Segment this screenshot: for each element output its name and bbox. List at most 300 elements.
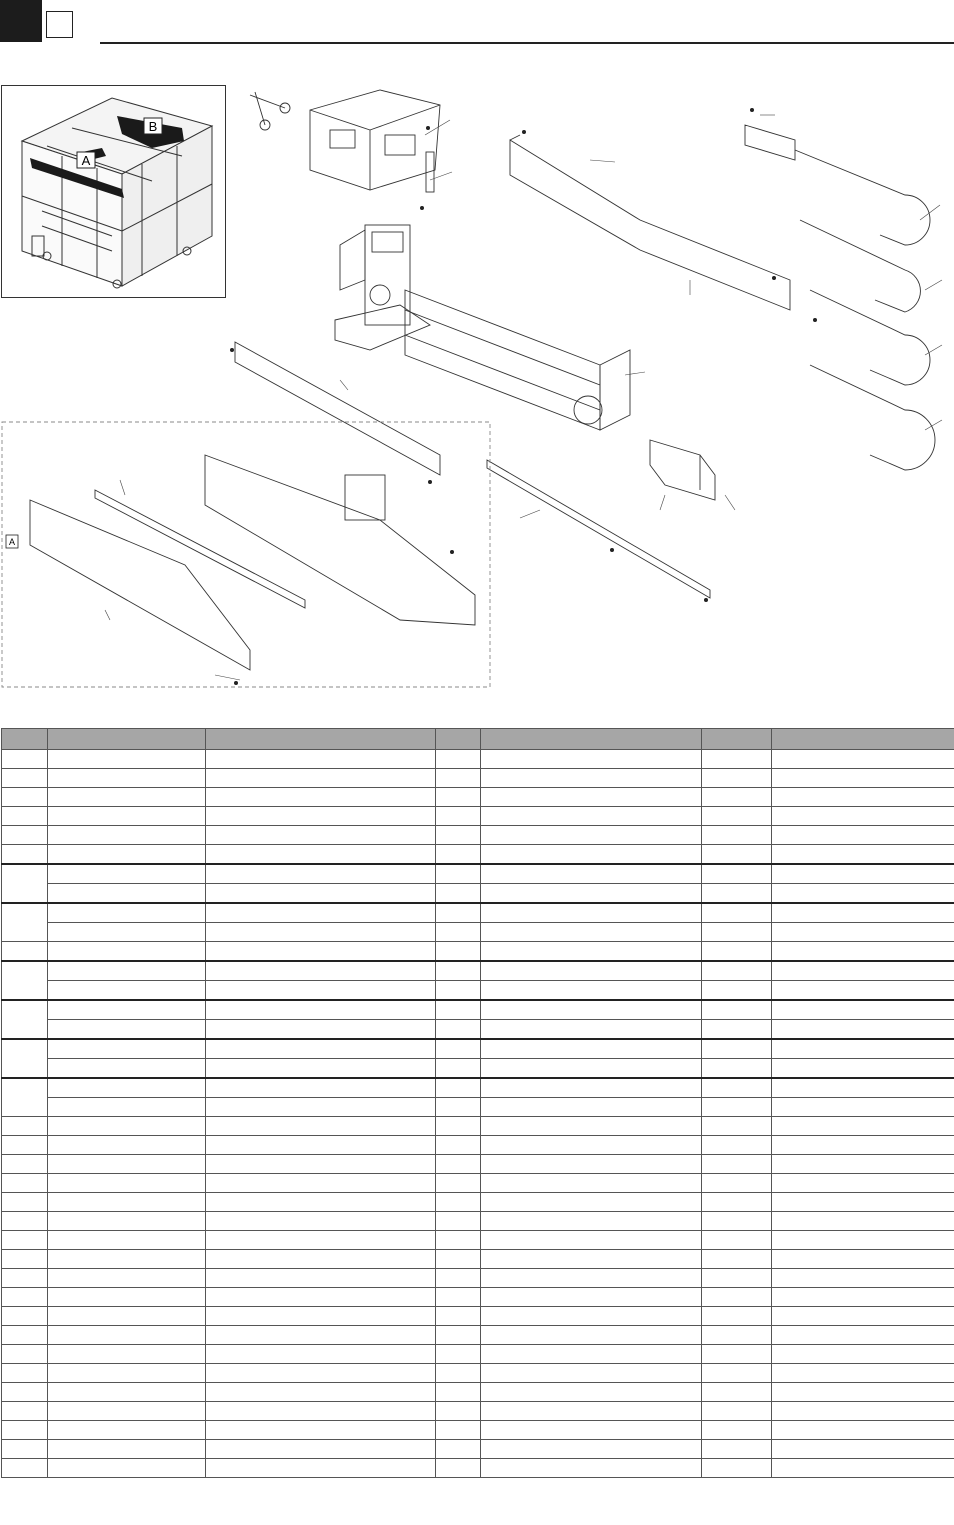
header-cell <box>2 729 48 750</box>
table-cell <box>48 1155 206 1174</box>
table-cell <box>481 1078 702 1098</box>
table-cell <box>48 845 206 865</box>
table-cell <box>481 1000 702 1020</box>
table-cell <box>206 750 436 769</box>
table-cell <box>481 1174 702 1193</box>
table-cell <box>2 1383 48 1402</box>
table-cell <box>772 1136 954 1155</box>
table-cell <box>481 1307 702 1326</box>
table-cell <box>481 1459 702 1478</box>
exploded-view-drawing <box>0 80 954 695</box>
section-marker-box <box>46 11 73 38</box>
table-cell <box>48 1345 206 1364</box>
table-cell <box>2 750 48 769</box>
table-cell <box>2 826 48 845</box>
table-cell <box>206 1326 436 1345</box>
table-cell <box>436 981 481 1001</box>
table-cell <box>2 769 48 788</box>
parts-list-table <box>1 728 954 1478</box>
table-cell <box>702 1039 772 1059</box>
table-cell <box>702 1059 772 1079</box>
table-cell <box>48 788 206 807</box>
parts-table-body <box>2 750 954 1478</box>
table-row <box>2 1098 954 1117</box>
parts-table-header-row <box>2 729 954 750</box>
table-cell <box>436 942 481 962</box>
table-cell <box>48 1269 206 1288</box>
table-row <box>2 942 954 962</box>
table-cell <box>772 923 954 942</box>
table-cell <box>206 1098 436 1117</box>
header-cell <box>48 729 206 750</box>
table-cell <box>481 1345 702 1364</box>
table-cell <box>481 923 702 942</box>
table-cell <box>702 1193 772 1212</box>
table-cell <box>48 903 206 923</box>
table-cell <box>48 1059 206 1079</box>
table-cell <box>772 942 954 962</box>
table-cell <box>772 1117 954 1136</box>
table-cell <box>481 1098 702 1117</box>
table-row <box>2 1307 954 1326</box>
table-cell <box>772 1098 954 1117</box>
table-cell <box>481 903 702 923</box>
table-row <box>2 1250 954 1269</box>
table-cell <box>48 1174 206 1193</box>
table-cell <box>702 1288 772 1307</box>
table-row <box>2 1117 954 1136</box>
table-cell <box>772 1440 954 1459</box>
motor-part <box>650 440 715 500</box>
table-cell <box>481 1059 702 1079</box>
svg-text:A: A <box>81 153 91 168</box>
table-cell <box>436 1288 481 1307</box>
table-cell <box>702 1459 772 1478</box>
table-row <box>2 788 954 807</box>
table-row <box>2 1000 954 1020</box>
table-cell <box>702 981 772 1001</box>
table-cell <box>481 1440 702 1459</box>
table-cell <box>48 1288 206 1307</box>
table-cell <box>2 1117 48 1136</box>
table-cell <box>48 1421 206 1440</box>
table-cell <box>481 1193 702 1212</box>
table-cell <box>206 942 436 962</box>
table-cell <box>2 1136 48 1155</box>
table-cell <box>436 807 481 826</box>
table-row <box>2 1269 954 1288</box>
table-cell <box>481 788 702 807</box>
table-cell <box>206 923 436 942</box>
table-row <box>2 1440 954 1459</box>
table-row <box>2 1459 954 1478</box>
table-cell <box>772 807 954 826</box>
table-cell <box>772 769 954 788</box>
table-cell <box>48 1020 206 1040</box>
table-cell <box>436 884 481 904</box>
table-row <box>2 750 954 769</box>
table-cell <box>436 1307 481 1326</box>
header-cell <box>702 729 772 750</box>
table-cell <box>436 923 481 942</box>
table-cell <box>48 769 206 788</box>
table-cell <box>481 769 702 788</box>
table-cell <box>436 1020 481 1040</box>
table-cell <box>48 807 206 826</box>
table-cell <box>702 1402 772 1421</box>
table-cell <box>436 1098 481 1117</box>
table-row <box>2 1288 954 1307</box>
table-cell <box>2 1364 48 1383</box>
table-cell <box>206 981 436 1001</box>
table-cell <box>48 1326 206 1345</box>
table-cell <box>481 1020 702 1040</box>
table-cell <box>436 1078 481 1098</box>
table-cell <box>48 1098 206 1117</box>
table-cell <box>206 864 436 884</box>
table-cell <box>206 1212 436 1231</box>
table-cell <box>2 1250 48 1269</box>
table-row <box>2 1155 954 1174</box>
table-cell <box>2 1039 48 1078</box>
table-cell <box>206 1039 436 1059</box>
table-cell <box>702 1421 772 1440</box>
table-cell <box>481 1155 702 1174</box>
table-row <box>2 1421 954 1440</box>
table-cell <box>436 1250 481 1269</box>
table-cell <box>772 845 954 865</box>
table-row <box>2 903 954 923</box>
table-cell <box>206 1250 436 1269</box>
header-cell <box>772 729 954 750</box>
table-cell <box>436 1364 481 1383</box>
table-row <box>2 845 954 865</box>
table-cell <box>436 1155 481 1174</box>
table-row <box>2 1136 954 1155</box>
table-cell <box>772 788 954 807</box>
table-cell <box>2 845 48 865</box>
table-cell <box>206 788 436 807</box>
table-cell <box>48 1117 206 1136</box>
table-cell <box>436 1117 481 1136</box>
header-cell <box>436 729 481 750</box>
table-cell <box>481 845 702 865</box>
table-cell <box>772 1402 954 1421</box>
table-cell <box>481 1364 702 1383</box>
table-cell <box>772 1364 954 1383</box>
table-cell <box>772 1345 954 1364</box>
table-cell <box>772 1307 954 1326</box>
cable-carrier-part <box>795 150 935 470</box>
table-cell <box>702 1098 772 1117</box>
table-cell <box>772 1193 954 1212</box>
svg-text:A: A <box>8 537 16 547</box>
table-row <box>2 1326 954 1345</box>
table-cell <box>702 1212 772 1231</box>
table-cell <box>436 1231 481 1250</box>
table-cell <box>436 903 481 923</box>
table-cell <box>2 1326 48 1345</box>
table-cell <box>702 1307 772 1326</box>
table-row <box>2 1383 954 1402</box>
table-cell <box>436 1193 481 1212</box>
table-cell <box>206 1440 436 1459</box>
table-cell <box>206 1136 436 1155</box>
table-cell <box>206 884 436 904</box>
table-cell <box>2 1000 48 1039</box>
table-cell <box>206 1193 436 1212</box>
table-cell <box>48 1402 206 1421</box>
table-cell <box>206 1117 436 1136</box>
table-cell <box>2 1421 48 1440</box>
table-cell <box>772 1250 954 1269</box>
table-row <box>2 923 954 942</box>
table-cell <box>206 1020 436 1040</box>
table-cell <box>481 884 702 904</box>
table-cell <box>48 1440 206 1459</box>
table-cell <box>702 769 772 788</box>
table-cell <box>48 1364 206 1383</box>
table-cell <box>436 1402 481 1421</box>
table-cell <box>436 750 481 769</box>
table-cell <box>772 1000 954 1020</box>
table-cell <box>436 864 481 884</box>
table-cell <box>481 1212 702 1231</box>
table-cell <box>481 1231 702 1250</box>
table-cell <box>436 961 481 981</box>
table-cell <box>702 1345 772 1364</box>
table-cell <box>2 1307 48 1326</box>
table-cell <box>206 903 436 923</box>
table-cell <box>48 1231 206 1250</box>
table-cell <box>2 942 48 962</box>
table-cell <box>702 826 772 845</box>
table-cell <box>481 961 702 981</box>
table-row <box>2 826 954 845</box>
table-row <box>2 1059 954 1079</box>
table-cell <box>206 1269 436 1288</box>
table-cell <box>481 1402 702 1421</box>
table-cell <box>436 1174 481 1193</box>
table-cell <box>206 1307 436 1326</box>
table-cell <box>772 981 954 1001</box>
table-cell <box>436 1326 481 1345</box>
table-cell <box>772 1212 954 1231</box>
table-cell <box>702 942 772 962</box>
svg-text:B: B <box>148 119 158 134</box>
table-cell <box>702 1383 772 1402</box>
table-cell <box>481 1250 702 1269</box>
table-cell <box>436 1269 481 1288</box>
table-cell <box>772 1383 954 1402</box>
header-cell <box>481 729 702 750</box>
table-cell <box>2 1402 48 1421</box>
table-cell <box>436 1459 481 1478</box>
table-cell <box>48 1136 206 1155</box>
table-cell <box>481 1117 702 1136</box>
table-cell <box>2 1155 48 1174</box>
table-cell <box>702 1000 772 1020</box>
table-cell <box>772 1155 954 1174</box>
table-cell <box>48 1212 206 1231</box>
table-cell <box>48 923 206 942</box>
table-cell <box>772 884 954 904</box>
table-cell <box>2 1288 48 1307</box>
table-cell <box>206 1174 436 1193</box>
table-cell <box>702 1231 772 1250</box>
table-cell <box>481 1136 702 1155</box>
table-cell <box>772 1078 954 1098</box>
table-cell <box>206 1155 436 1174</box>
table-row <box>2 1039 954 1059</box>
table-row <box>2 864 954 884</box>
table-cell <box>481 1421 702 1440</box>
table-cell <box>48 961 206 981</box>
table-cell <box>2 961 48 1000</box>
table-cell <box>702 864 772 884</box>
table-cell <box>48 864 206 884</box>
table-row <box>2 807 954 826</box>
table-cell <box>772 1421 954 1440</box>
table-cell <box>48 884 206 904</box>
table-cell <box>2 807 48 826</box>
table-cell <box>702 807 772 826</box>
table-cell <box>206 1459 436 1478</box>
table-cell <box>206 769 436 788</box>
table-cell <box>702 1364 772 1383</box>
table-cell <box>436 826 481 845</box>
table-cell <box>702 1250 772 1269</box>
table-cell <box>481 1383 702 1402</box>
table-cell <box>702 903 772 923</box>
table-row <box>2 1364 954 1383</box>
table-cell <box>481 864 702 884</box>
table-cell <box>772 1020 954 1040</box>
table-cell <box>436 1440 481 1459</box>
table-cell <box>206 845 436 865</box>
table-cell <box>206 1345 436 1364</box>
table-row <box>2 1345 954 1364</box>
table-cell <box>772 1174 954 1193</box>
table-cell <box>481 1039 702 1059</box>
table-cell <box>702 1155 772 1174</box>
table-cell <box>48 981 206 1001</box>
table-cell <box>436 1000 481 1020</box>
table-cell <box>702 1136 772 1155</box>
table-cell <box>481 1269 702 1288</box>
table-cell <box>2 788 48 807</box>
table-cell <box>48 826 206 845</box>
table-cell <box>436 1421 481 1440</box>
table-cell <box>481 807 702 826</box>
table-cell <box>2 1078 48 1117</box>
header-rule <box>100 42 954 44</box>
table-cell <box>481 750 702 769</box>
table-cell <box>436 1136 481 1155</box>
table-cell <box>206 1421 436 1440</box>
table-cell <box>48 1307 206 1326</box>
table-cell <box>772 826 954 845</box>
table-cell <box>206 1402 436 1421</box>
table-cell <box>2 1345 48 1364</box>
table-cell <box>436 1345 481 1364</box>
table-cell <box>481 1288 702 1307</box>
table-cell <box>702 884 772 904</box>
table-cell <box>702 845 772 865</box>
table-cell <box>2 1212 48 1231</box>
table-cell <box>206 1383 436 1402</box>
table-cell <box>702 750 772 769</box>
table-cell <box>481 981 702 1001</box>
table-cell <box>206 1078 436 1098</box>
table-row <box>2 1078 954 1098</box>
table-cell <box>772 864 954 884</box>
table-cell <box>772 961 954 981</box>
table-row <box>2 1212 954 1231</box>
table-cell <box>48 1039 206 1059</box>
table-row <box>2 1174 954 1193</box>
main-beam-part <box>405 290 630 430</box>
header-cell <box>206 729 436 750</box>
table-cell <box>48 1250 206 1269</box>
table-cell <box>481 942 702 962</box>
table-row <box>2 981 954 1001</box>
table-row <box>2 1231 954 1250</box>
table-cell <box>2 1269 48 1288</box>
table-cell <box>436 1039 481 1059</box>
table-cell <box>702 1440 772 1459</box>
table-cell <box>48 1383 206 1402</box>
table-cell <box>702 788 772 807</box>
table-cell <box>436 1059 481 1079</box>
table-cell <box>772 1039 954 1059</box>
table-cell <box>702 1078 772 1098</box>
table-row <box>2 1193 954 1212</box>
table-cell <box>48 1459 206 1478</box>
table-cell <box>2 864 48 903</box>
table-cell <box>206 1231 436 1250</box>
table-cell <box>702 923 772 942</box>
table-cell <box>702 1020 772 1040</box>
table-cell <box>481 826 702 845</box>
table-cell <box>206 1059 436 1079</box>
table-cell <box>702 961 772 981</box>
table-row <box>2 884 954 904</box>
table-cell <box>702 1326 772 1345</box>
table-row <box>2 1402 954 1421</box>
table-cell <box>702 1174 772 1193</box>
table-cell <box>2 1231 48 1250</box>
carriage-frame-part <box>335 225 430 350</box>
table-cell <box>436 1383 481 1402</box>
table-cell <box>702 1117 772 1136</box>
table-cell <box>702 1269 772 1288</box>
table-cell <box>772 1288 954 1307</box>
table-cell <box>206 1364 436 1383</box>
table-cell <box>2 1459 48 1478</box>
table-row <box>2 769 954 788</box>
table-cell <box>772 1326 954 1345</box>
table-cell <box>2 1174 48 1193</box>
table-cell <box>2 1440 48 1459</box>
table-row <box>2 961 954 981</box>
table-cell <box>481 1326 702 1345</box>
section-marker-block <box>0 0 42 42</box>
exploded-assembly-diagram <box>0 80 954 695</box>
table-row <box>2 1020 954 1040</box>
table-cell <box>436 1212 481 1231</box>
table-cell <box>48 1000 206 1020</box>
